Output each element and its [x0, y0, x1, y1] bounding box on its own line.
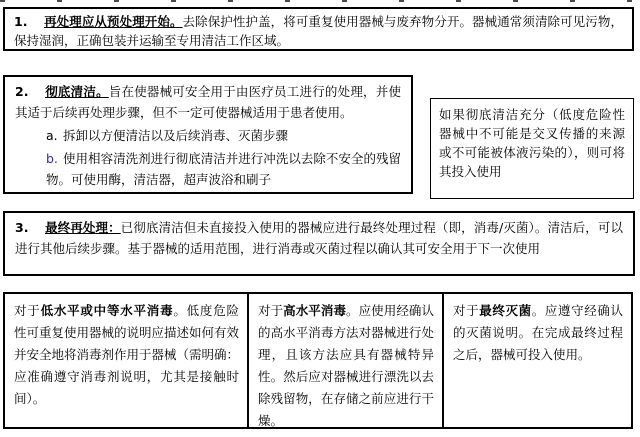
side-note-text: 如果彻底清洁充分（低度危险性器械中不可能是交叉传播的来源或不可能被体液污染的），则可将其投入使用: [439, 107, 625, 179]
step-2-box: [3, 75, 413, 194]
cell-high-level-disinfection: [247, 292, 444, 429]
side-note-box: [430, 98, 634, 199]
step-2-paragraph: [15, 81, 401, 123]
step-3-body: 已彻底清洁但未直接投入使用的器械应进行最终处理过程（即，消毒/灭菌）。清洁后，可以进行其他后续步骤。基于器械的适用范围，进行消毒或灭菌过程以确认其可安全用于下一次使用: [15, 220, 623, 256]
cell-high-level-text: [258, 300, 434, 432]
cell-3-title: 最终灭菌: [479, 303, 532, 318]
step-2-title: 彻底清洁。: [45, 84, 109, 99]
cell-2-body: 。应使用经确认的高水平消毒方法对器械进行处理，且该方法应具有器械特异性。然后应对器械进行漂洗以去除残留物，在存储之前应进行干燥。: [258, 303, 434, 428]
step-1-body: 去除保护性护盖，将可重复使用器械与废弃物分开。器械通常须清除可见污物，保持湿润，正确包装并运输至专用清洁工作区域。: [14, 14, 623, 48]
step-3-number: 3.: [15, 220, 29, 235]
step-3-title: 最终再处理：: [45, 220, 121, 235]
step-2-body: 旨在使器械可安全用于由医疗员工进行的处理，并使其适于后续再处理步骤，但不一定可使器械适用于患者使用。: [15, 84, 401, 120]
step-1-box: [3, 7, 634, 51]
page-top-gridline: [0, 0, 640, 2]
step-2-sublist: [15, 125, 401, 190]
cell-low-intermediate-text: [14, 300, 239, 410]
list-marker-b: b.: [46, 151, 58, 166]
step-3-box: [3, 211, 635, 276]
cell-2-title: 高水平消毒: [283, 303, 347, 318]
cell-1-body: 。低度危险性可重复使用器械的说明应描述如何有效并安全地将消毒剂作用于器械（需明确：应准确遵守消毒剂说明，尤其是接触时间）。: [14, 303, 240, 406]
cell-1-prefix: 对于: [14, 303, 41, 318]
final-process-row: [3, 292, 633, 429]
step-2-number: 2.: [15, 84, 29, 99]
cell-terminal-text: [453, 300, 623, 366]
cell-low-intermediate-disinfection: [3, 292, 249, 429]
cell-2-prefix: 对于: [258, 303, 284, 318]
cell-1-title: 低水平或中等水平消毒: [40, 303, 174, 318]
step-1-title: 再处理应从预处理开始。: [44, 14, 183, 29]
list-item-a-text: 拆卸以方便清洁以及后续消毒、灭菌步骤: [63, 128, 289, 143]
cell-3-prefix: 对于: [453, 303, 480, 318]
list-item-a: [46, 125, 401, 146]
cell-3-body: 。应遵守经确认的灭菌说明。在完成最终过程之后，器械可投入使用。: [453, 303, 623, 362]
list-item-b: [46, 148, 401, 190]
step-1-number: 1.: [14, 14, 28, 29]
list-item-b-text: 使用相容清洗剂进行彻底清洁并进行冲洗以去除不安全的残留物。可使用酶，清洁器，超声波浴和刷子: [46, 151, 401, 187]
step-3-paragraph: [15, 217, 623, 259]
list-marker-a: a.: [46, 128, 58, 143]
cell-terminal-sterilization: [442, 292, 633, 429]
step-1-paragraph: [14, 12, 623, 50]
